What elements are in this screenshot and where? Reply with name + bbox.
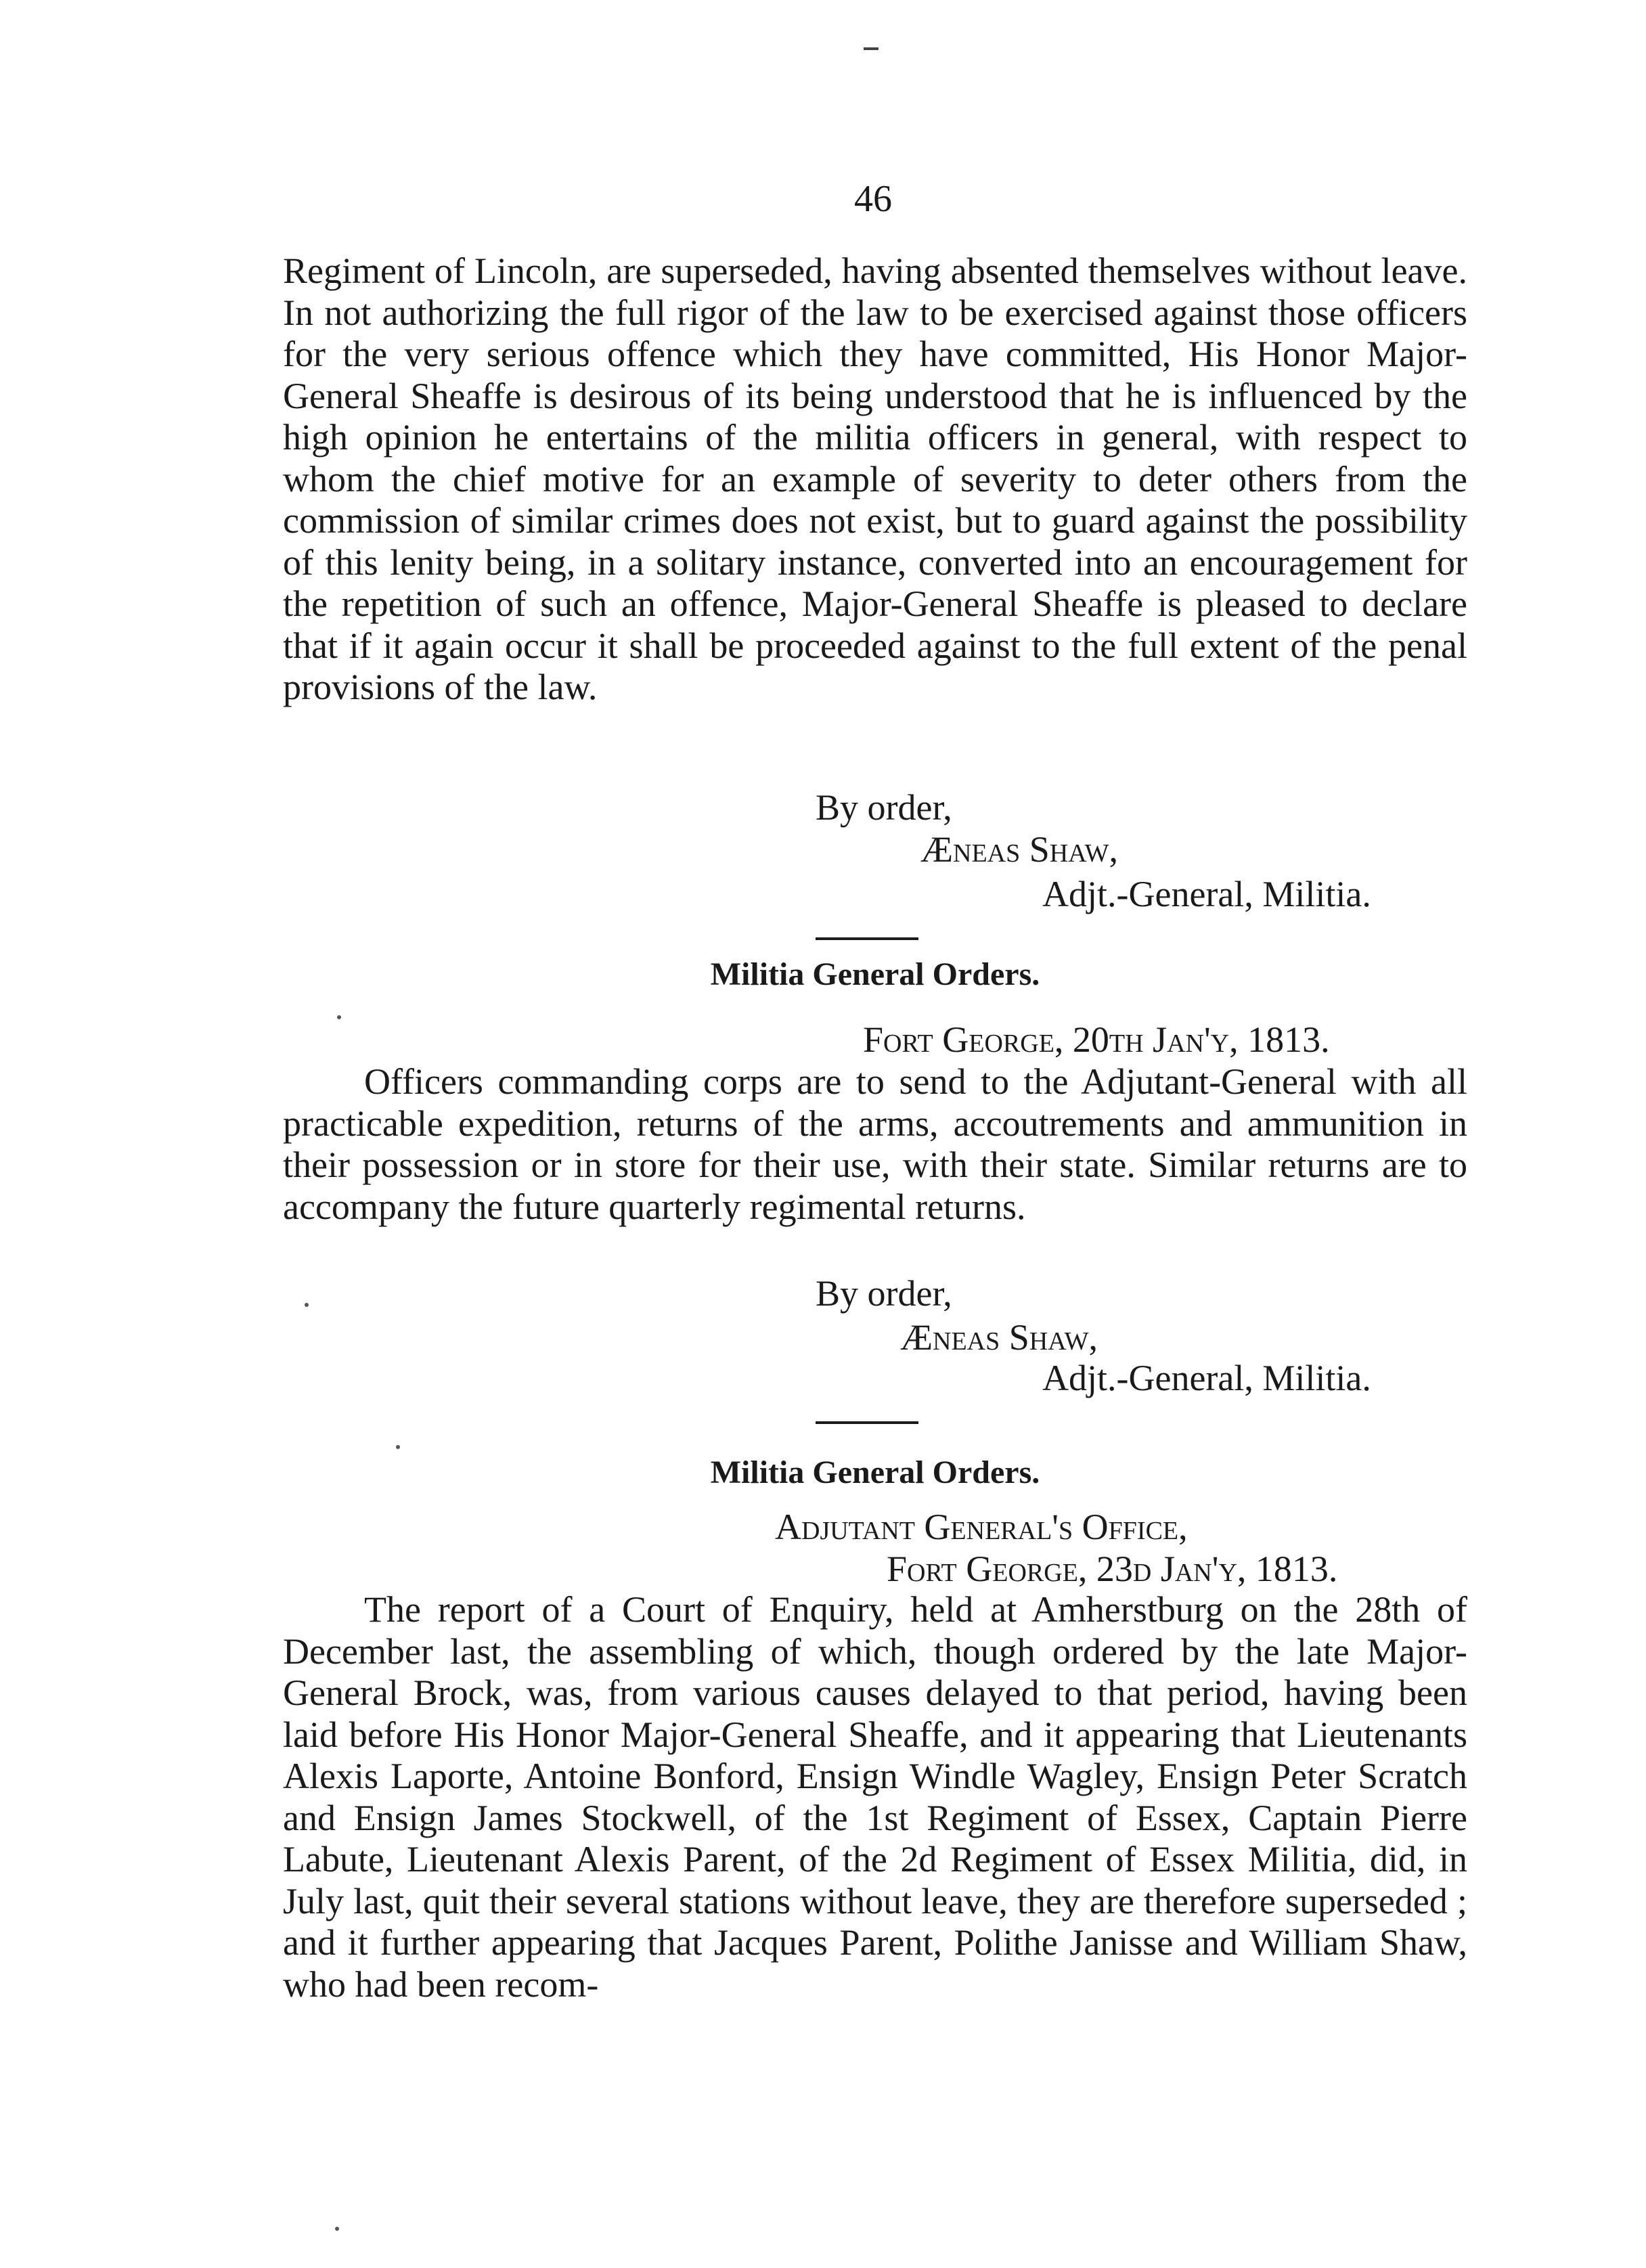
section-3-heading: Militia General Orders. xyxy=(710,1454,1040,1490)
scan-speck xyxy=(335,2227,339,2231)
scan-speck xyxy=(337,1015,341,1019)
scan-speck xyxy=(396,1445,400,1449)
scan-speck xyxy=(305,1303,309,1307)
section-divider xyxy=(816,937,918,940)
section-1-by-order: By order, xyxy=(816,787,952,828)
section-2-title: Adjt.-General, Militia. xyxy=(1042,1358,1371,1398)
section-3-paragraph: The report of a Court of Enquiry, held at Amherstburg on the 28th of December last, the assembling of which, though ordered by the late Major-General Brock, was, from various causes delayed to that period, having been laid before His Honor Major-General Sheaffe, and it appearing that Lieutenants Alexis Laporte, Antoine Bonford, Ensign Windle Wagley, Ensign Peter Scratch and Ensign James Stockwell, of the 1st Regiment of Essex, Captain Pierre Labute, Lieutenant Alexis Parent, of the 2d Regiment of Essex Militia, did, in July last, quit their several stations without leave, they are therefore superseded ; and it further appearing that Jacques Parent, Polithe Janisse and William Shaw, who had been recom- xyxy=(283,1589,1467,2005)
section-3-dateline: Fort George, 23d Jan'y, 1813. xyxy=(887,1549,1338,1589)
section-1-signatory: Æneas Shaw, xyxy=(920,829,1118,870)
section-1-paragraph: Regiment of Lincoln, are superseded, having absented themselves without leave. In not authorizing the full rigor of the law to be exercised against those officers for the very serious offence which they have committed, His Honor Major-General Sheaffe is desirous of its being understood that he is influenced by the high opinion he entertains of the militia officers in general, with respect to whom the chief motive for an example of severity to deter others from the commission of similar crimes does not exist, but to guard against the possibility of this lenity being, in a solitary instance, converted into an encouragement for the repetition of such an offence, Major-General Sheaffe is pleased to declare that if it again occur it shall be proceeded against to the full extent of the penal provisions of the law. xyxy=(283,250,1467,707)
section-1 xyxy=(283,250,1467,709)
section-1-title: Adjt.-General, Militia. xyxy=(1042,874,1371,914)
section-divider xyxy=(816,1421,918,1424)
scan-mark xyxy=(864,47,878,50)
section-2-heading: Militia General Orders. xyxy=(710,956,1040,992)
section-2-signatory: Æneas Shaw, xyxy=(900,1317,1098,1358)
section-2 xyxy=(283,1061,1467,1228)
section-3 xyxy=(283,1589,1467,2005)
section-3-office: Adjutant General's Office, xyxy=(775,1507,1188,1547)
page-number: 46 xyxy=(854,178,892,220)
section-2-by-order: By order, xyxy=(816,1273,952,1314)
section-2-paragraph: Officers commanding corps are to send to the Adjutant-General with all practicable expedition, returns of the arms, accoutrements and ammunition in their possession or in store for their use, with their state. Similar returns are to accompany the future quarterly regimental returns. xyxy=(283,1061,1467,1227)
section-2-dateline: Fort George, 20th Jan'y, 1813. xyxy=(863,1019,1330,1060)
